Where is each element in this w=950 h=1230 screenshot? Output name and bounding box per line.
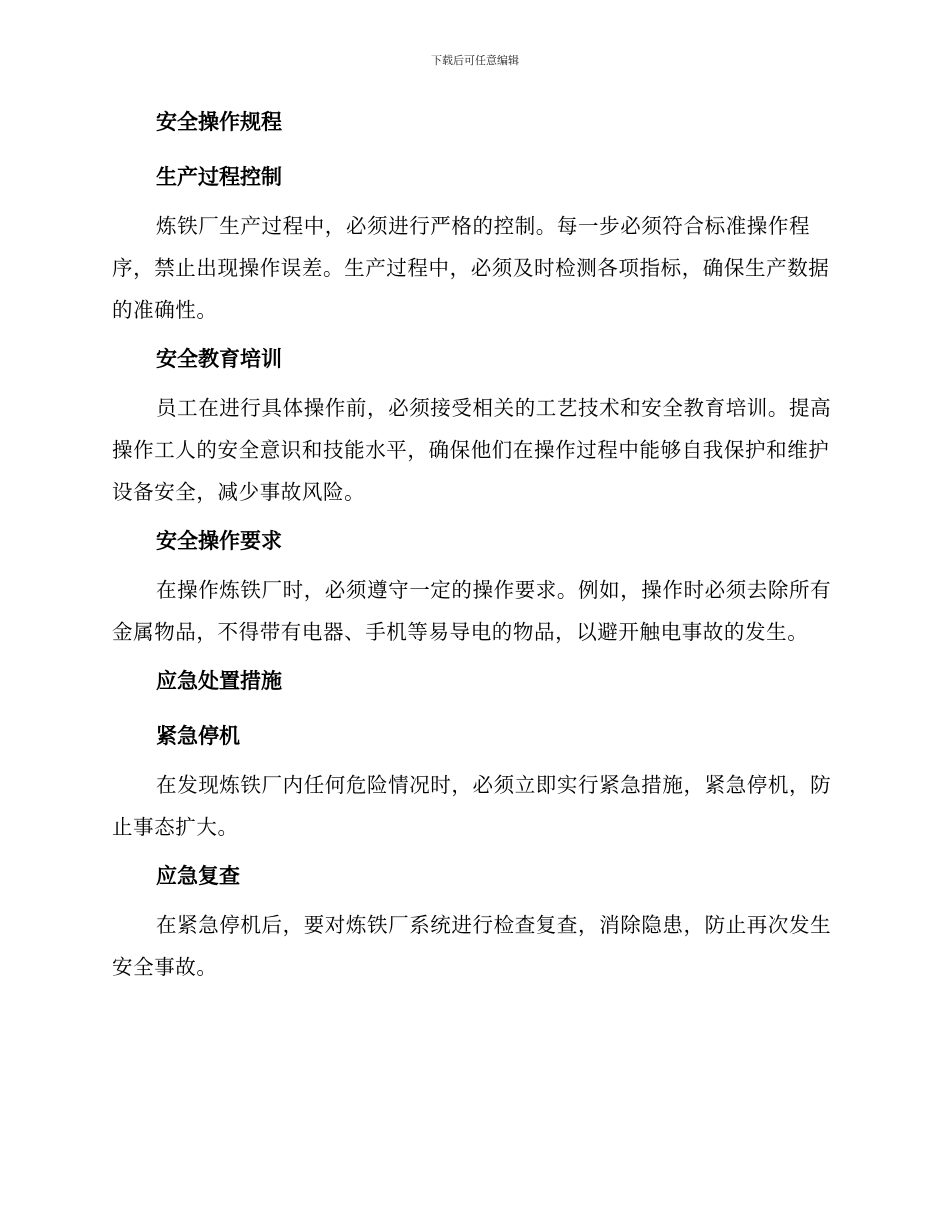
paragraph-emergency-stop: 在发现炼铁厂内任何危险情况时，必须立即实行紧急措施，紧急停机，防止事态扩大。 xyxy=(112,773,832,839)
document-body xyxy=(112,108,832,988)
paragraph-production-control: 炼铁厂生产过程中，必须进行严格的控制。每一步必须符合标准操作程序，禁止出现操作误差。生产过程中，必须及时检测各项指标，确保生产数据的准确性。 xyxy=(112,214,830,322)
paragraph-emergency-recheck: 在紧急停机后，要对炼铁厂系统进行检查复查，消除隐患，防止再次发生安全事故。 xyxy=(112,913,832,979)
paragraph-safety-training: 员工在进行具体操作前，必须接受相关的工艺技术和安全教育培训。提高操作工人的安全意识和技能水平，确保他们在操作过程中能够自我保护和维护设备安全，减少事故风险。 xyxy=(112,396,832,504)
heading-emergency-recheck: 应急复查 xyxy=(156,864,240,888)
heading-safety-training: 安全教育培训 xyxy=(156,347,282,371)
paragraph-operation-requirements: 在操作炼铁厂时，必须遵守一定的操作要求。例如，操作时必须去除所有金属物品，不得带有电器、手机等易导电的物品，以避开触电事故的发生。 xyxy=(112,578,832,644)
header-note: 下载后可任意编辑 xyxy=(431,54,519,67)
heading-emergency-measures: 应急处置措施 xyxy=(156,669,282,693)
heading-emergency-stop: 紧急停机 xyxy=(156,724,240,748)
heading-operation-requirements: 安全操作要求 xyxy=(156,529,282,553)
heading-safety-rules: 安全操作规程 xyxy=(156,110,282,134)
heading-production-control: 生产过程控制 xyxy=(156,165,282,189)
